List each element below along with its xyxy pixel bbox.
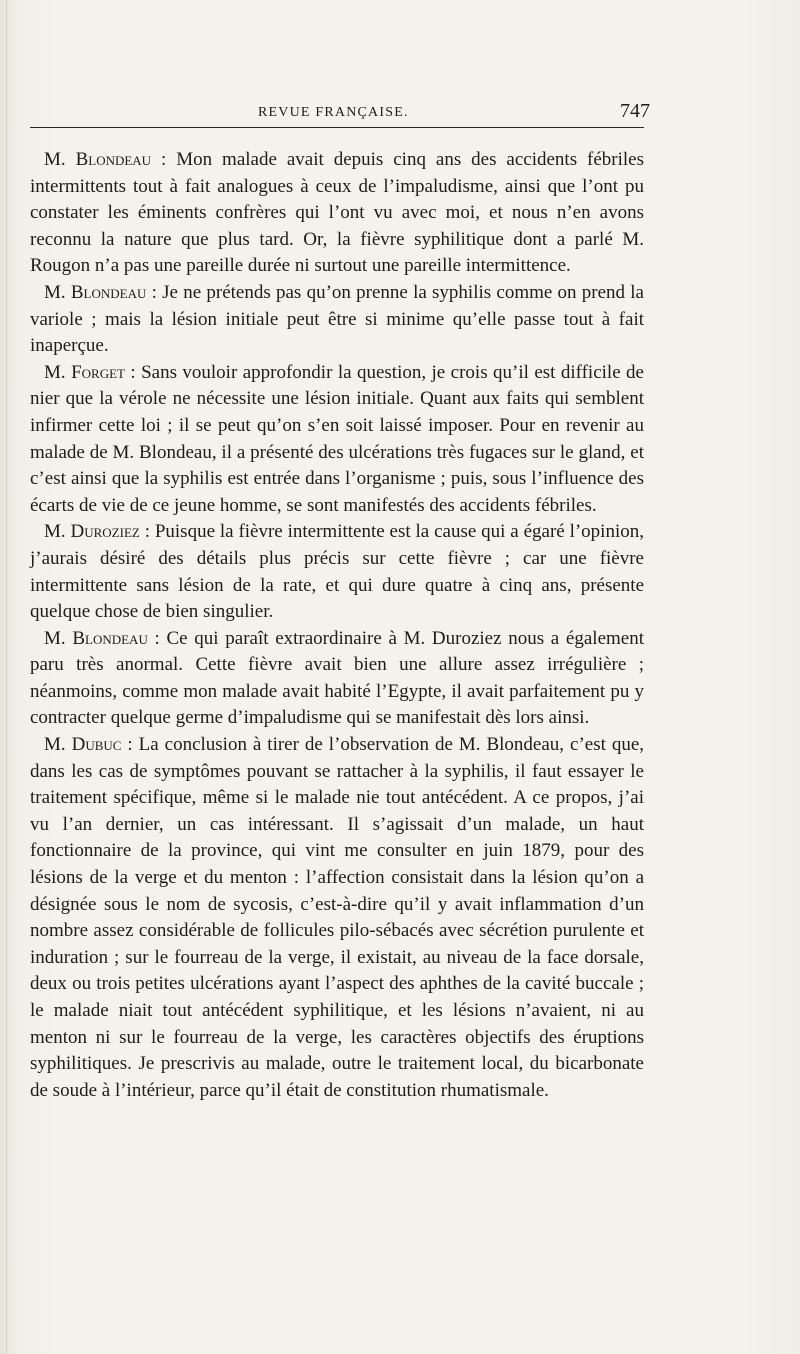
page-header xyxy=(30,100,650,124)
paragraph xyxy=(30,360,644,520)
paragraph xyxy=(30,147,644,280)
paragraph xyxy=(30,626,644,732)
running-title: REVUE FRANÇAISE. xyxy=(258,105,409,120)
speaker-name: M. Dubuc xyxy=(44,734,122,756)
speaker-name: M. Blondeau xyxy=(44,627,148,649)
paragraph xyxy=(30,519,644,625)
header-rule xyxy=(30,127,644,128)
paragraph xyxy=(30,280,644,360)
paragraph-text: : Puisque la fièvre intermittente est la cause qui a égaré l’opinion, j’aurais désiré des détails plus précis sur cette fièvre ; car une fièvre intermittente sans lésion de la rate, et qui dure quatre à cinq ans, présente quelque chose de bien singulier. xyxy=(30,521,644,623)
paragraph-text: : Sans vouloir approfondir la question, je crois qu’il est difficile de nier que la vérole ne nécessite une lésion initiale. Quant aux faits qui semblent infirmer cette loi ; il se peut qu’on s’en soit laissé imposer. Pour en revenir au malade de M. Blondeau, il a présenté des ulcérations très fugaces sur le gland, et c’est ainsi que la syphilis est entrée dans l’organisme ; puis, sous l’influence des écarts de vie de ce jeune homme, se sont manifestés des accidents fébriles. xyxy=(30,361,644,516)
paragraph-text: : Je ne prétends pas qu’on prenne la syphilis comme on prend la variole ; mais la lésion initiale peut être si minime qu’elle passe tout à fait inaperçue. xyxy=(30,281,644,357)
paragraph-text: : Ce qui paraît extraordinaire à M. Duroziez nous a également paru très anormal. Cette fièvre avait bien une allure assez irrégulière ; néanmoins, comme mon malade avait habité l’Egypte, il avait parfaitement pu y contracter quelque germe d’impaludisme qui se manifestait dès lors ainsi. xyxy=(30,627,644,729)
paragraph xyxy=(30,732,644,1104)
paragraph-text: : Mon malade avait depuis cinq ans des accidents fébriles intermittents tout à fait analogues à ceux de l’impaludisme, ainsi que l’ont pu constater les éminents confrères qui l’ont vu avec moi, et nous n’en avons reconnu la nature que plus tard. Or, la fièvre syphilitique dont a parlé M. Rougon n’a pas une pareille durée ni surtout une pareille intermittence. xyxy=(30,149,644,277)
binding-edge xyxy=(6,0,7,1354)
page-number: 747 xyxy=(620,100,650,122)
body-text xyxy=(30,147,644,1104)
speaker-name: M. Blondeau xyxy=(44,149,152,170)
paragraph-text: : La conclusion à tirer de l’observation de M. Blondeau, c’est que, dans les cas de symptômes pouvant se rattacher à la syphilis, il faut essayer le traitement spécifique, même si le malade nie tout antécédent. A ce propos, j’ai vu l’an dernier, un cas intéressant. Il s’agissait d’un malade, un haut fonctionnaire de la province, qui vint me consulter en juin 1879, pour des lésions de la verge et du menton : l’affection consistait dans la lésion qu’on a désignée sous le nom de sycosis, c’est-à-dire qu’il y avait inflammation d’un nombre assez considérable de follicules pilo-sébacés avec sécrétion purulente et induration ; sur le fourreau de la verge, il existait, au niveau de la face dorsale, deux ou trois petites ulcérations ayant l’aspect des aphthes de la cavité buccale ; le malade niait tout antécédent syphilitique, et les lésions n’avaient, ni au menton ni sur le fourreau de la verge, les caractères objectifs des éruptions syphilitiques. Je prescrivis au malade, outre le traitement local, du bicarbonate de soude à l’intérieur, parce qu’il était de constitution rhumatismale. xyxy=(30,734,645,1101)
speaker-name: M. Forget xyxy=(44,361,125,383)
speaker-name: M. Blondeau xyxy=(44,281,147,303)
speaker-name: M. Duroziez xyxy=(44,521,140,543)
